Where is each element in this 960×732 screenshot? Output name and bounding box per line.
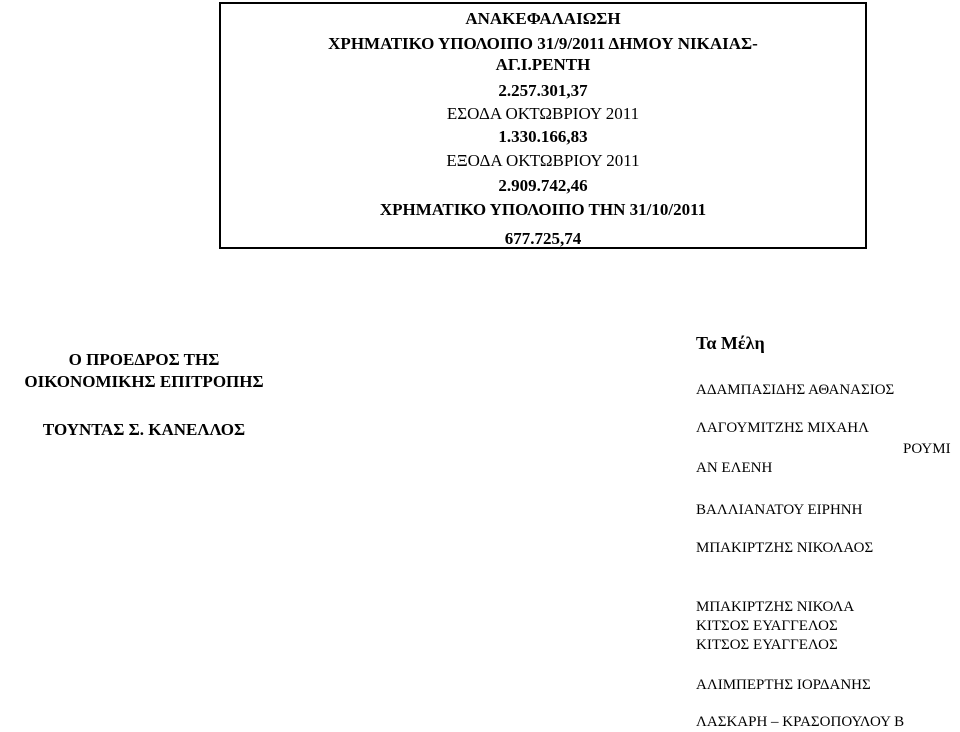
opening-balance: 2.257.301,37 (498, 81, 588, 100)
president-title-line2: ΟΙΚΟΝΟΜΙΚΗΣ ΕΠΙΤΡΟΠΗΣ (24, 372, 264, 391)
expenses-label: ΕΞΟΔΑ ΟΚΤΩΒΡΙΟΥ 2011 (446, 151, 640, 170)
member-3-part1: ΡΟΥΜΙ (903, 441, 951, 457)
members-heading: Τα Μέλη (696, 333, 765, 353)
summary-box (219, 2, 867, 249)
member-4: ΒΑΛΛΙΑΝΑΤΟΥ ΕΙΡΗΝΗ (696, 502, 863, 518)
expenses-value: 2.909.742,46 (498, 176, 588, 195)
member-9: ΑΛΙΜΠΕΡΤΗΣ ΙΟΡΔΑΝΗΣ (696, 677, 871, 693)
income-value: 1.330.166,83 (498, 127, 588, 146)
member-6: ΜΠΑΚΙΡΤΖΗΣ ΝΙΚΟΛΑ (696, 599, 855, 615)
member-3-part2: ΑΝ ΕΛΕΝΗ (696, 460, 773, 476)
income-label: ΕΣΟΔΑ ΟΚΤΩΒΡΙΟΥ 2011 (446, 104, 640, 123)
member-7: ΚΙΤΣΟΣ ΕΥΑΓΓΕΛΟΣ (696, 618, 838, 634)
member-1: ΑΔΑΜΠΑΣΙΔΗΣ ΑΘΑΝΑΣΙΟΣ (696, 382, 895, 398)
member-10: ΛΑΣΚΑΡΗ – ΚΡΑΣΟΠΟΥΛΟΥ Β (696, 714, 905, 730)
closing-label: ΧΡΗΜΑΤΙΚΟ ΥΠΟΛΟΙΠΟ ΤΗΝ 31/10/2011 (379, 200, 707, 219)
member-8: ΚΙΤΣΟΣ ΕΥΑΓΓΕΛΟΣ (696, 637, 838, 653)
member-2: ΛΑΓΟΥΜΙΤΖΗΣ ΜΙΧΑΗΛ (696, 420, 869, 436)
summary-subtitle-line2: ΑΓ.Ι.ΡΕΝΤΗ (495, 55, 591, 74)
summary-title: ΑΝΑΚΕΦΑΛΑΙΩΣΗ (465, 9, 621, 28)
closing-value: 677.725,74 (504, 229, 582, 248)
president-name: ΤΟΥΝΤΑΣ Σ. ΚΑΝΕΛΛΟΣ (42, 420, 246, 439)
president-title-line1: Ο ΠΡΟΕΔΡΟΣ ΤΗΣ (68, 350, 220, 369)
member-5: ΜΠΑΚΙΡΤΖΗΣ ΝΙΚΟΛΑΟΣ (696, 540, 874, 556)
summary-subtitle-line1: ΧΡΗΜΑΤΙΚΟ ΥΠΟΛΟΙΠΟ 31/9/2011 ΔΗΜΟΥ ΝΙΚΑΙΑΣ- (328, 34, 758, 53)
